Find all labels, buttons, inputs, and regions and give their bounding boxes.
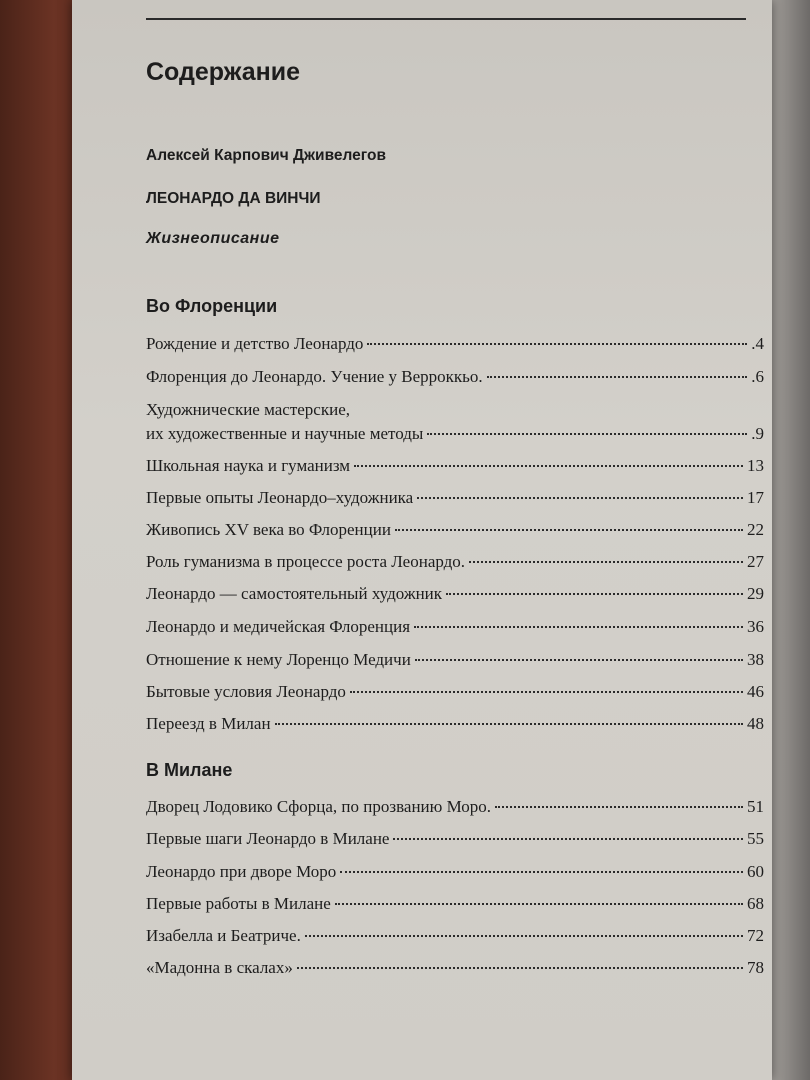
toc-entry-page: 72 bbox=[747, 926, 764, 945]
toc-entry-label: Роль гуманизма в процессе роста Леонардо. bbox=[146, 552, 466, 571]
toc-entry-label: Леонардо и медичейская Флоренция bbox=[146, 617, 411, 636]
toc-entry-page: 48 bbox=[747, 714, 764, 733]
toc-entry-label-line1: Художнические мастерские, bbox=[146, 400, 350, 419]
toc-entry bbox=[146, 334, 764, 354]
section-heading-milan: В Милане bbox=[146, 760, 233, 780]
toc-entry bbox=[146, 584, 764, 604]
toc-entry bbox=[146, 682, 764, 702]
book-title: ЛЕОНАРДО ДА ВИНЧИ bbox=[146, 190, 321, 207]
leader-dots bbox=[487, 376, 748, 378]
toc-entry-page: 22 bbox=[747, 520, 764, 539]
toc-entry bbox=[146, 400, 764, 444]
toc-entry-page: 46 bbox=[747, 682, 764, 701]
leader-dots bbox=[354, 465, 743, 467]
leader-dots bbox=[417, 497, 743, 499]
toc-entry bbox=[146, 552, 764, 572]
toc-entry-page: 78 bbox=[747, 958, 764, 977]
toc-entry-label: Отношение к нему Лоренцо Медичи bbox=[146, 650, 411, 669]
toc-entry-label: Дворец Лодовико Сфорца, по прозванию Моро. bbox=[146, 797, 492, 816]
leader-dots bbox=[469, 561, 743, 563]
toc-entry-label: Первые шаги Леонардо в Милане bbox=[146, 829, 390, 848]
toc-entry bbox=[146, 829, 764, 849]
toc-entry bbox=[146, 520, 764, 540]
toc-entry bbox=[146, 958, 764, 978]
leader-dots bbox=[427, 433, 747, 435]
leader-dots bbox=[297, 967, 743, 969]
toc-entry-label: Бытовые условия Леонардо bbox=[146, 682, 346, 701]
toc-entry-label: Леонардо при дворе Моро bbox=[146, 862, 337, 881]
toc-entry bbox=[146, 894, 764, 914]
toc-entry-page: 29 bbox=[747, 584, 764, 603]
toc-entry bbox=[146, 862, 764, 882]
toc-entry-page: 17 bbox=[747, 488, 764, 507]
toc-entry bbox=[146, 456, 764, 476]
toc-entry bbox=[146, 714, 764, 734]
leader-dots bbox=[275, 723, 743, 725]
book-page bbox=[72, 0, 772, 1080]
toc-entry-page: 27 bbox=[747, 552, 764, 571]
toc-entry-label: Изабелла и Беатриче. bbox=[146, 926, 301, 945]
toc-entry-label: Переезд в Милан bbox=[146, 714, 271, 733]
leader-dots bbox=[495, 806, 743, 808]
toc-entry-page: 68 bbox=[747, 894, 764, 913]
toc-entry-label: Живопись XV века во Флоренции bbox=[146, 520, 391, 539]
toc-entry bbox=[146, 367, 764, 387]
toc-entry bbox=[146, 650, 764, 670]
leader-dots bbox=[446, 593, 743, 595]
header-rule bbox=[146, 18, 746, 20]
toc-entry bbox=[146, 617, 764, 637]
toc-entry-page: 36 bbox=[747, 617, 764, 636]
toc-entry-label: «Мадонна в скалах» bbox=[146, 958, 293, 977]
section-heading-florence: Во Флоренции bbox=[146, 296, 278, 316]
toc-entry-page: 55 bbox=[747, 829, 764, 848]
book-subtitle: Жизнеописание bbox=[146, 230, 280, 247]
leader-dots bbox=[393, 838, 743, 840]
toc-entry-page: 60 bbox=[747, 862, 764, 881]
leader-dots bbox=[350, 691, 743, 693]
toc-entry-label: Флоренция до Леонардо. Учение у Верроккьо. bbox=[146, 367, 483, 386]
leader-dots bbox=[340, 871, 743, 873]
leader-dots bbox=[305, 935, 743, 937]
toc-entry-label: Первые работы в Милане bbox=[146, 894, 331, 913]
toc-entry-label: Первые опыты Леонардо–художника bbox=[146, 488, 414, 507]
toc-entry bbox=[146, 926, 764, 946]
author-name: Алексей Карпович Дживелегов bbox=[146, 147, 387, 164]
toc-entry-page: .9 bbox=[751, 424, 764, 443]
leader-dots bbox=[414, 626, 743, 628]
leader-dots bbox=[415, 659, 743, 661]
toc-entry-label: Рождение и детство Леонардо bbox=[146, 334, 364, 353]
toc-entry bbox=[146, 488, 764, 508]
toc-entry-page: .4 bbox=[751, 334, 764, 353]
toc-entry-label: Леонардо — самостоятельный художник bbox=[146, 584, 443, 603]
toc-entry-page: 38 bbox=[747, 650, 764, 669]
toc-entry bbox=[146, 797, 764, 817]
leader-dots bbox=[367, 343, 747, 345]
toc-entry-page: .6 bbox=[751, 367, 764, 386]
toc-entry-label: Школьная наука и гуманизм bbox=[146, 456, 351, 475]
leader-dots bbox=[395, 529, 743, 531]
toc-entry-page: 13 bbox=[747, 456, 764, 475]
toc-entry-page: 51 bbox=[747, 797, 764, 816]
leader-dots bbox=[335, 903, 743, 905]
page-title: Содержание bbox=[146, 58, 301, 86]
toc-entry-label: их художественные и научные методы bbox=[146, 424, 424, 443]
